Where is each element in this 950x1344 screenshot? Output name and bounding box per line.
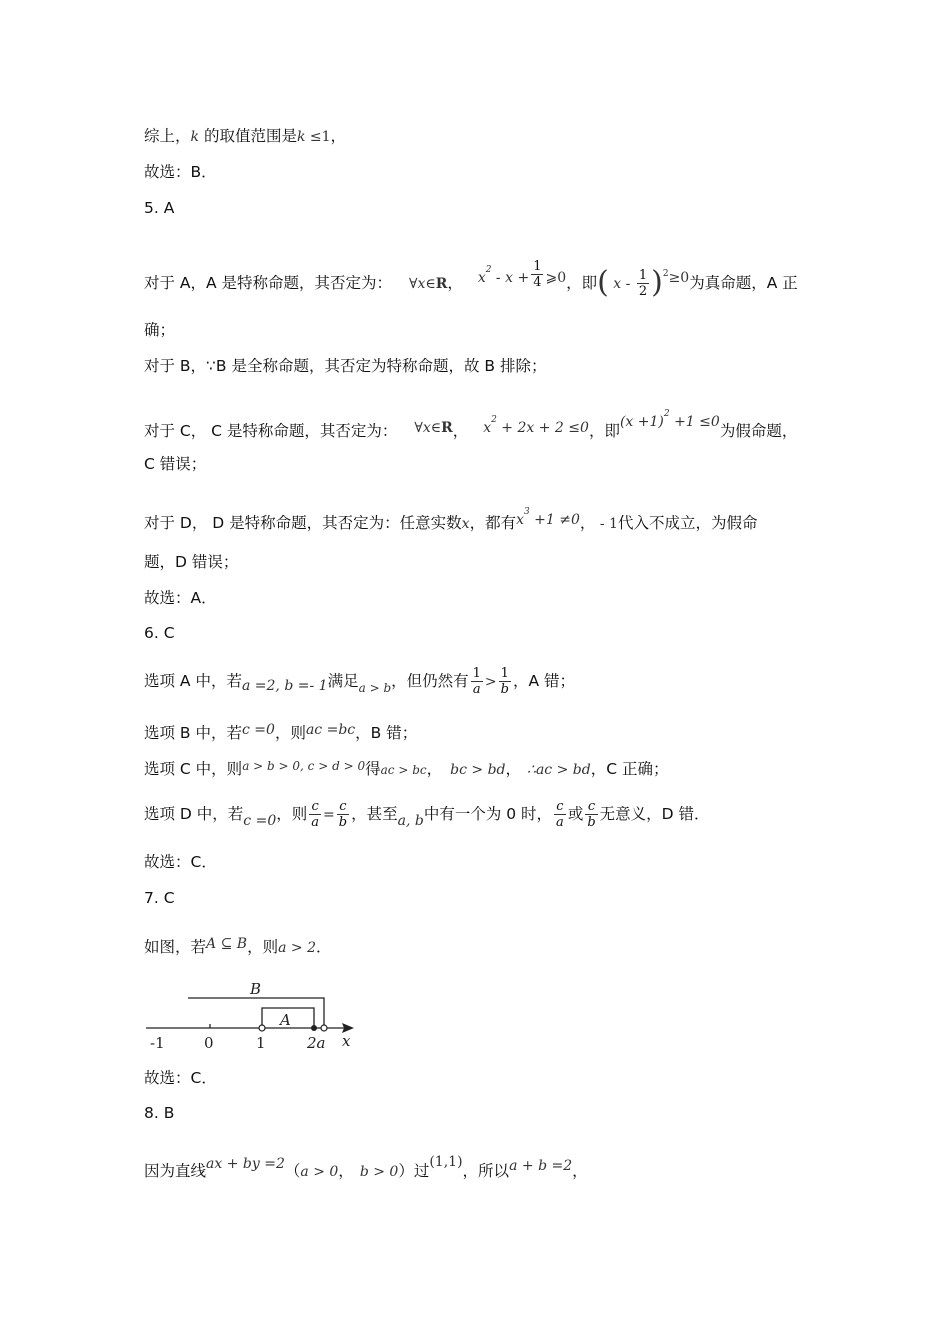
text-line: 确； [144, 321, 176, 339]
closed-point-2 [311, 1025, 317, 1031]
text-line: C 错误； [144, 455, 207, 473]
section-heading: 7. C [144, 889, 175, 907]
text-line: 题，D 错误； [144, 553, 239, 571]
tick-label: 2a [307, 1034, 326, 1052]
text-line: 综上，k 的取值范围是k ≤1， [144, 127, 347, 145]
text-line: 故选：C． [144, 1069, 217, 1087]
text-line: 故选：B． [144, 163, 217, 181]
tick-label: 1 [256, 1034, 266, 1052]
text-line: 故选：A． [144, 589, 217, 607]
text-line: 如图，若A ⊆ B，则a > 2． [144, 936, 332, 956]
number-line-diagram [140, 974, 370, 1058]
text-line: 选项 B 中，若c =0，则ac =bc，B 错； [144, 722, 418, 742]
text-line: 选项 D 中，若c =0，则 $\frac{c}{a}$ = $\frac{c}{b}$ ，甚至a, b中有一个为 0 时， $\frac{c}{a}$ 或 $\frac{c}{b}$ 无意义，D 错． [144, 799, 710, 830]
section-heading: 5. A [144, 199, 175, 217]
section-heading: 6. C [144, 624, 175, 642]
tick-label: -1 [150, 1034, 165, 1052]
open-point-1 [259, 1025, 265, 1031]
text: 综上， [144, 127, 191, 145]
text-line: 对于 A，A 是特称命题，其否定为： ∀x∈R， $x^2$ - x + $\frac{1}{4}$ ⩾0，即( x - $\frac{1}{2}$ )$^2$≥0为真命题，A 正 [144, 259, 798, 300]
open-point-a [321, 1025, 327, 1031]
text-line: 对于 D， D 是特称命题，其否定为：任意实数x，都有$x^3 +1 \ne 0$， - 1代入不成立，为假命 [144, 507, 758, 532]
text: ， [330, 127, 347, 145]
section-heading: 8. B [144, 1104, 175, 1122]
text-line: 因为直线ax + by =2（a > 0， b > 0）过(1,1)，所以a + b =2， [144, 1154, 588, 1180]
label-b: B [250, 980, 262, 998]
set-b-bracket [188, 998, 324, 1028]
text-line: 选项 A 中，若a =2, b =- 1满足$_{a > b}$，但仍然有 $\frac{1}{a}$ > $\frac{1}{b}$ ，A 错； [144, 666, 576, 697]
text-line: 故选：C． [144, 853, 217, 871]
text: 的取值范围是 [203, 127, 297, 145]
label-a: A [280, 1011, 291, 1029]
text-line: 对于 C， C 是特称命题，其否定为： ∀x∈R， $x^2 + 2x + 2 \le 0$，即$(x +1)^2 +1 \le 0$为假命题， [144, 409, 798, 440]
tick-label: 0 [204, 1034, 214, 1052]
axis-label-x: x [342, 1032, 351, 1050]
text-line: 对于 B，∵B 是全称命题，其否定为特称命题，故 B 排除； [144, 357, 547, 375]
text-line: 选项 C 中，则$^{a > b > 0, c > d > 0}$得ac > bc， bc > bd， ∴ac > bd，C 正确； [144, 759, 669, 778]
